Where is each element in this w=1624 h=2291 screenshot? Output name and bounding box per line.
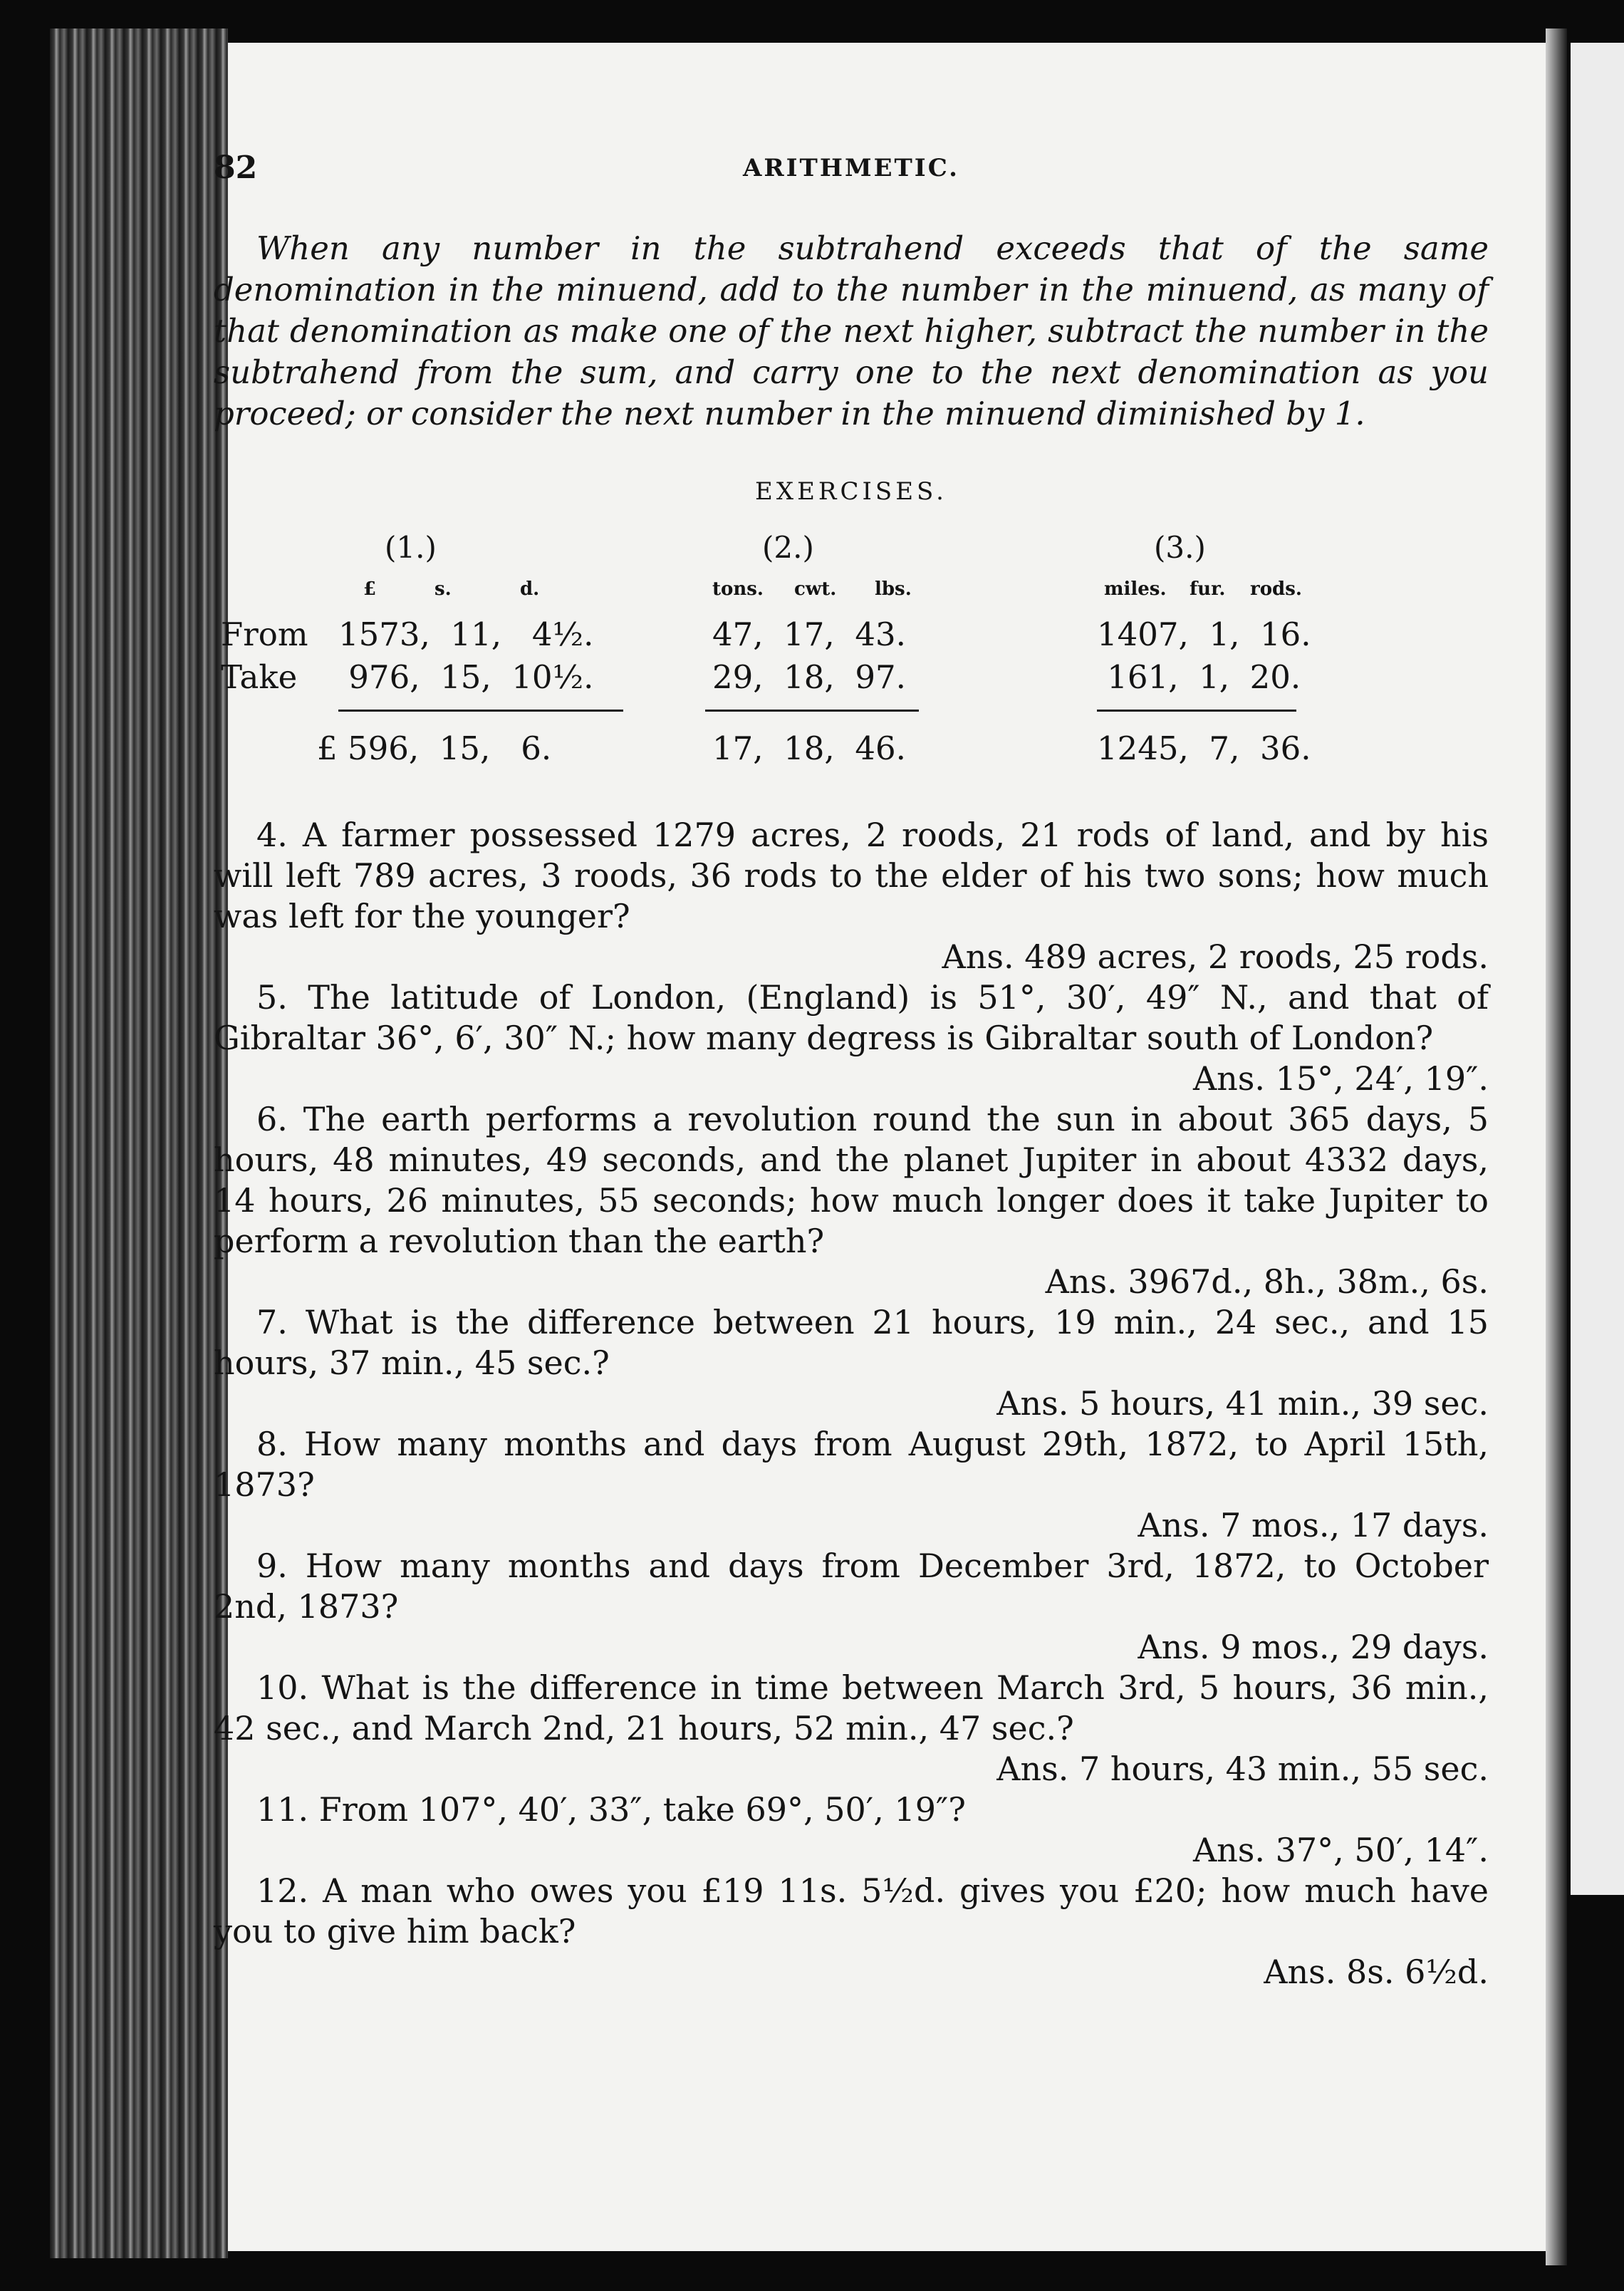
answer-11: Ans. 37°, 50′, 14″. xyxy=(1192,1831,1489,1869)
example-3-minuend: 1407, 1, 16. xyxy=(1097,615,1311,653)
unit-cwt: cwt. xyxy=(794,578,837,600)
page-gutter-shadow xyxy=(1546,28,1567,2265)
answer-9: Ans. 9 mos., 29 days. xyxy=(1138,1628,1489,1666)
subtraction-rule: When any number in the subtrahend exceeds that of the same denomination in the minuend, add to the number in the minuend, as many of that denomination as make one of the next higher, subtract the number in the subtrahend from the sum, and carry one to the next denomination as you proceed; or consider the next number in the minuend diminished by 1. xyxy=(214,229,1489,432)
example-3-subtrahend: 161, 1, 20. xyxy=(1097,658,1301,696)
problem-10: 10. What is the difference in time between March 3rd, 5 hours, 36 min., 42 sec., and March 2nd, 21 hours, 52 min., 47 sec.? xyxy=(214,1668,1489,1747)
unit-shillings: s. xyxy=(434,578,452,600)
example-3-label: (3.) xyxy=(1154,530,1206,565)
example-1-label: (1.) xyxy=(385,530,437,565)
example-1-sum-line xyxy=(338,710,623,712)
running-title: ARITHMETIC. xyxy=(742,154,960,182)
facing-page-edge xyxy=(1571,43,1624,1895)
example-2-subtrahend: 29, 18, 97. xyxy=(712,658,906,696)
answer-12: Ans. 8s. 6½d. xyxy=(1264,1953,1489,1991)
take-label: Take xyxy=(221,658,298,696)
problem-11: 11. From 107°, 40′, 33″, take 69°, 50′, 19″? xyxy=(256,1790,966,1829)
unit-pence: d. xyxy=(520,578,540,600)
example-2-sum-line xyxy=(705,710,919,712)
exercise-problems xyxy=(214,815,1489,1993)
unit-miles: miles. xyxy=(1104,578,1167,600)
example-1-minuend: 1573, 11, 4½. xyxy=(338,615,594,653)
unit-lbs: lbs. xyxy=(875,578,912,600)
worked-examples xyxy=(214,530,1489,794)
answer-7: Ans. 5 hours, 41 min., 39 sec. xyxy=(996,1384,1489,1423)
answer-4: Ans. 489 acres, 2 roods, 25 rods. xyxy=(942,937,1489,976)
book-spine-edge xyxy=(50,28,228,2258)
answer-5: Ans. 15°, 24′, 19″. xyxy=(1192,1059,1489,1098)
problem-5: 5. The latitude of London, (England) is 51°, 30′, 49″ N., and that of Gibraltar 36°, 6′, 30″ N.; how many degress is Gibraltar south of London? xyxy=(214,978,1489,1057)
problem-9: 9. How many months and days from December 3rd, 1872, to October 2nd, 1873? xyxy=(214,1547,1489,1626)
problem-8: 8. How many months and days from August 29th, 1872, to April 15th, 1873? xyxy=(214,1425,1489,1504)
example-2-label: (2.) xyxy=(762,530,814,565)
example-1-subtrahend: 976, 15, 10½. xyxy=(338,658,594,696)
example-3-sum-line xyxy=(1097,710,1296,712)
running-head xyxy=(214,150,1489,228)
answer-8: Ans. 7 mos., 17 days. xyxy=(1138,1506,1489,1544)
from-label: From xyxy=(221,615,308,653)
unit-pounds: £ xyxy=(363,578,377,600)
example-1-result: £ 596, 15, 6. xyxy=(317,729,552,767)
page-content xyxy=(214,150,1489,1993)
unit-tons: tons. xyxy=(712,578,764,600)
example-3-result: 1245, 7, 36. xyxy=(1097,729,1311,767)
problem-7: 7. What is the difference between 21 hours, 19 min., 24 sec., and 15 hours, 37 min., 45 sec.? xyxy=(214,1303,1489,1382)
exercises-heading: EXERCISES. xyxy=(755,477,947,506)
example-2-result: 17, 18, 46. xyxy=(712,729,906,767)
answer-10: Ans. 7 hours, 43 min., 55 sec. xyxy=(996,1750,1489,1788)
problem-12: 12. A man who owes you £19 11s. 5½d. gives you £20; how much have you to give him back? xyxy=(214,1871,1489,1950)
problem-6: 6. The earth performs a revolution round the sun in about 365 days, 5 hours, 48 minutes, 49 seconds, and the planet Jupiter in about 4332 days, 14 hours, 26 minutes, 55 seconds; how much longer does it take Jupiter to perform a revolution than the earth? xyxy=(214,1100,1489,1260)
answer-6: Ans. 3967d., 8h., 38m., 6s. xyxy=(1045,1262,1489,1301)
page-number: 82 xyxy=(214,150,258,186)
unit-furlongs: fur. xyxy=(1190,578,1226,600)
example-2-minuend: 47, 17, 43. xyxy=(712,615,906,653)
unit-rods: rods. xyxy=(1250,578,1302,600)
problem-4: 4. A farmer possessed 1279 acres, 2 roods, 21 rods of land, and by his will left 789 acres, 3 roods, 36 rods to the elder of his two sons; how much was left for the younger? xyxy=(214,816,1489,935)
